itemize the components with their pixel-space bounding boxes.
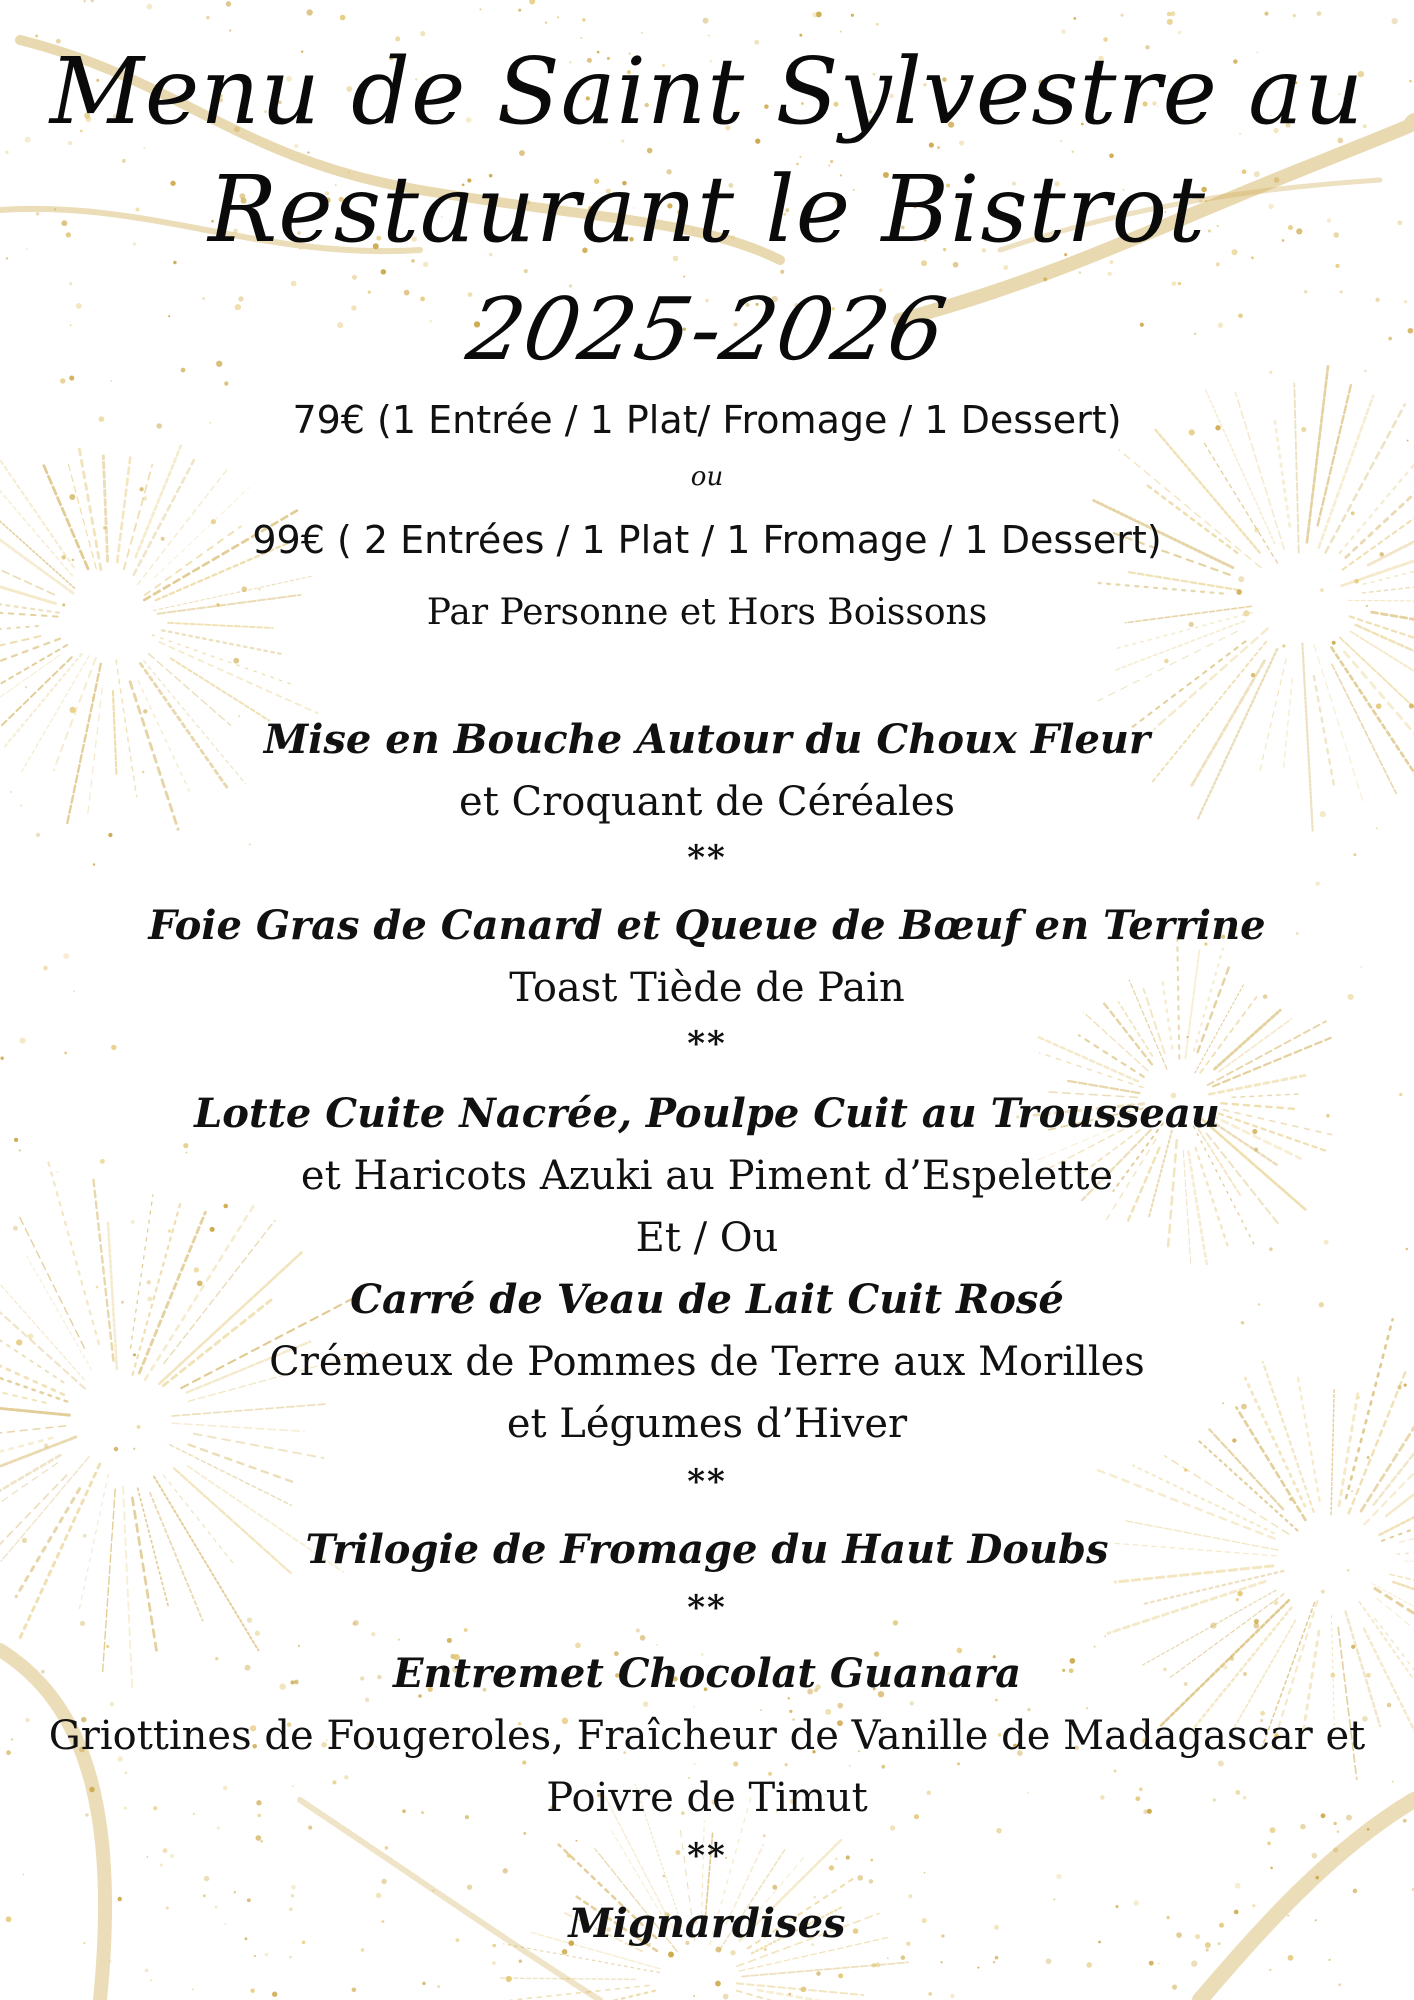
course-dessert-title: Entremet Chocolat Guanara	[392, 1650, 1022, 1697]
course-veau-desc-2: et Légumes d’Hiver	[506, 1401, 908, 1447]
menu-title-line1: Menu de Saint Sylvestre au	[49, 38, 1365, 145]
course-dessert-desc-2: Poivre de Timut	[546, 1775, 868, 1821]
or-separator: ou	[690, 462, 724, 492]
course-separator: **	[687, 838, 727, 878]
course-foie-gras-title: Foie Gras de Canard et Queue de Bœuf en Terrine	[148, 902, 1266, 949]
course-fromage-title: Trilogie de Fromage du Haut Doubs	[305, 1526, 1109, 1573]
course-lotte-desc: et Haricots Azuki au Piment d’Espelette	[300, 1153, 1114, 1199]
price-option-99: 99€ ( 2 Entrées / 1 Plat / 1 Fromage / 1 Dessert)	[252, 518, 1162, 562]
menu-title-line2: Restaurant le Bistrot	[208, 156, 1206, 263]
course-mignardises-title: Mignardises	[568, 1900, 846, 1947]
course-separator: **	[687, 1024, 727, 1064]
course-separator: **	[687, 1836, 727, 1876]
course-choice-label: Et / Ou	[635, 1215, 779, 1261]
menu-title-year: 2025-2026	[460, 280, 954, 380]
course-mise-en-bouche-desc: et Croquant de Céréales	[459, 779, 955, 825]
course-separator: **	[687, 1462, 727, 1502]
course-veau-desc-1: Crémeux de Pommes de Terre aux Morilles	[269, 1339, 1145, 1385]
price-option-79: 79€ (1 Entrée / 1 Plat/ Fromage / 1 Dessert)	[292, 398, 1122, 442]
course-foie-gras-desc: Toast Tiède de Pain	[509, 965, 905, 1011]
course-separator: **	[687, 1588, 727, 1628]
course-dessert-desc-1: Griottines de Fougeroles, Fraîcheur de Vanille de Madagascar et	[48, 1713, 1366, 1759]
course-veau-title: Carré de Veau de Lait Cuit Rosé	[350, 1276, 1064, 1323]
course-mise-en-bouche-title: Mise en Bouche Autour du Choux Fleur	[263, 716, 1151, 763]
course-lotte-title: Lotte Cuite Nacrée, Poulpe Cuit au Trousseau	[194, 1090, 1220, 1137]
price-note: Par Personne et Hors Boissons	[426, 592, 988, 633]
